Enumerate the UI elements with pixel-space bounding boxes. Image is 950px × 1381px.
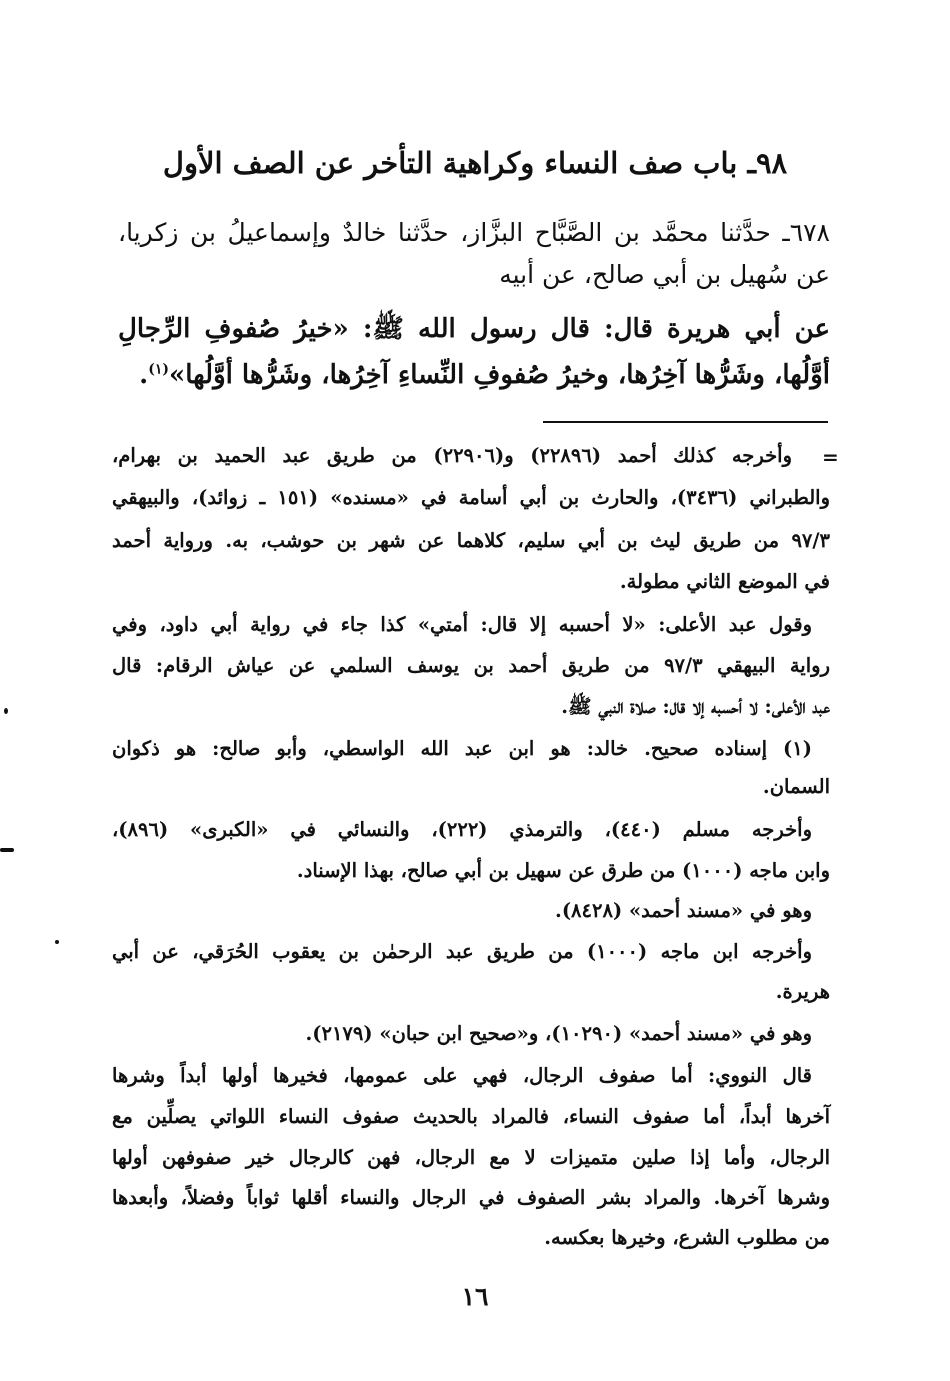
footnote-line: رواية البيهقي ٩٧/٣ من طريق أحمد بن يوسف السلمي عن عياش الرقام: قال bbox=[112, 654, 830, 677]
hadith-isnad-line-2: عن سُهيل بن أبي صالح، عن أبيه bbox=[499, 260, 830, 289]
footnote-line: آخرها أبداً، أما صفوف النساء، فالمراد بالحديث صفوف النساء اللواتي يصلِّين مع bbox=[112, 1105, 830, 1128]
footnote-line: وابن ماجه (١٠٠٠) من طرق عن سهيل بن أبي صالح، بهذا الإسناد. bbox=[296, 859, 830, 882]
footnote-line: وهو في «مسند أحمد» (١٠٢٩٠)، و«صحيح ابن حبان» (٢١٧٩). bbox=[305, 1022, 812, 1045]
footnote-divider bbox=[543, 421, 828, 423]
footnote-line: (١) إسناده صحيح. خالد: هو ابن عبد الله الواسطي، وأبو صالح: هو ذكوان bbox=[112, 737, 812, 760]
hadith-end-mark: . bbox=[139, 360, 149, 390]
page-number: ١٦ bbox=[461, 1282, 489, 1311]
footnote-line: السمان. bbox=[762, 775, 830, 798]
footnote-line: وقول عبد الأعلى: «لا أحسبه إلا قال: أمتي» كذا جاء في رواية أبي داود، وفي bbox=[112, 613, 812, 636]
footnote-line: والطبراني (٣٤٣٦)، والحارث بن أبي أسامة في «مسنده» (١٥١ ـ زوائد)، والبيهقي bbox=[112, 486, 831, 509]
footnote-line: قال النووي: أما صفوف الرجال، فهي على عمومها، فخيرها أولها أبداً وشرها bbox=[112, 1064, 812, 1087]
footnote-continuation-mark: = bbox=[822, 445, 839, 469]
hadith-matn-text: أوَّلُها، وشَرُّها آخِرُها، وخيرُ صُفوفِ النِّساءِ آخِرُها، وشَرُّها أوَّلُها» bbox=[168, 360, 830, 390]
footnote-line: وأخرجه كذلك أحمد (٢٢٨٩٦) و(٢٢٩٠٦) من طريق عبد الحميد بن بهرام، bbox=[112, 444, 792, 467]
footnote-line: من مطلوب الشرع، وخيرها بعكسه. bbox=[544, 1226, 830, 1249]
hadith-isnad-line-1: ٦٧٨ـ حدَّثنا محمَّد بن الصَّبَّاح البزَّاز، حدَّثنا خالدٌ وإسماعيلُ بن زكريا، bbox=[118, 218, 830, 247]
footnote-line: وشرها آخرها. والمراد بشر الصفوف في الرجال والنساء أقلها ثواباً وفضلاً، وأبعدها bbox=[112, 1186, 830, 1209]
chapter-title: ٩٨ـ باب صف النساء وكراهية التأخر عن الصف الأول bbox=[162, 146, 788, 180]
scan-speck bbox=[4, 708, 8, 714]
footnote-line: وأخرجه ابن ماجه (١٠٠٠) من طريق عبد الرحمٰن بن يعقوب الحُرَقي، عن أبي bbox=[112, 940, 812, 963]
footnote-line: وهو في «مسند أحمد» (٨٤٢٨). bbox=[555, 899, 812, 922]
footnote-reference: (١) bbox=[148, 361, 169, 378]
footnote-line: الرجال، وأما إذا صلين متميزات لا مع الرجال، فهن كالرجال خير صفوفهن أولها bbox=[112, 1146, 830, 1169]
footnote-line: هريرة. bbox=[775, 980, 830, 1003]
scan-speck bbox=[55, 940, 59, 944]
hadith-matn-line-2 bbox=[118, 352, 830, 398]
footnote-line: ٩٧/٣ من طريق ليث بن أبي سليم، كلاهما عن شهر بن حوشب، به. ورواية أحمد bbox=[112, 529, 830, 552]
footnote-line: وأخرجه مسلم (٤٤٠)، والترمذي (٢٢٢)، والنسائي في «الكبرى» (٨٩٦)، bbox=[112, 818, 812, 841]
scan-speck bbox=[0, 848, 14, 852]
footnote-line: في الموضع الثاني مطولة. bbox=[619, 570, 830, 593]
footnote-line: عبد الأعلى: لا أحسبه إلا قال: صلاة النبي ﷺ. bbox=[561, 695, 830, 718]
hadith-matn-line-1: عن أبي هريرة قال: قال رسول الله ﷺ: «خيرُ صُفوفِ الرِّجالِ bbox=[118, 314, 830, 344]
